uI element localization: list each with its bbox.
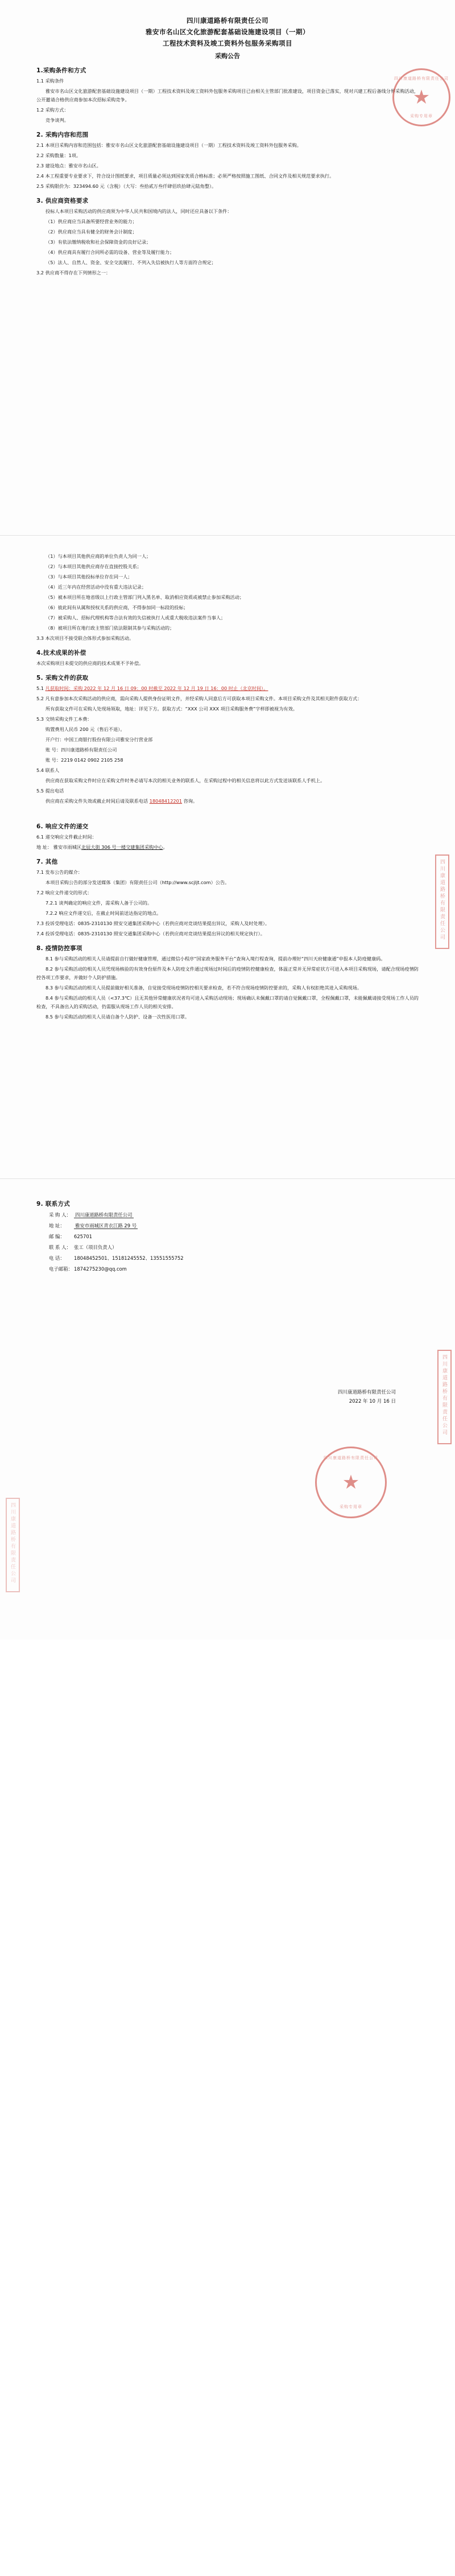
section-3-item: 3.2 供应商不得存在下列情形之一： <box>36 270 111 276</box>
section-2-heading: 2. 采购内容和范围 <box>36 132 89 138</box>
section-2-1: 2.1 本项目采购内容和范围包括：雅安市名山区文化旅游配套基础设施建设项目（一期）工程技术资料及竣工资料外包服务采购。 <box>36 142 301 148</box>
section-3-2-item: （2）与本项目其他供应商存在直接控股关系； <box>46 564 142 569</box>
section-5-3-account-name: 账 号：四川康道路桥有限责任公司 <box>46 747 117 753</box>
document-page-3 <box>0 1178 455 1640</box>
section-4-text: 本次采购项目未提交的供应商的技术成果不予补偿。 <box>36 660 144 666</box>
contact-row <box>49 1254 419 1263</box>
section-3-item: （3）有依法缴纳税收和社会保障资金的良好记录； <box>46 239 151 245</box>
section-2-5: 2.5 采购限价为：323494.60 元（含税）（大写：叁拾贰万叁仟肆佰玖拾肆元陆角整）。 <box>36 183 217 189</box>
contact-label: 电 话： <box>49 1255 65 1261</box>
company-round-seal <box>315 1447 387 1518</box>
title-line-3: 工程技术资料及竣工资料外包服务采购项目 <box>163 39 292 47</box>
contact-row <box>49 1221 419 1231</box>
section-8-5: 8.5 参与采购活动的相关人员请自备个人防护、设备一次性医用口罩。 <box>46 1014 190 1020</box>
section-1-1-text: 雅安市名山区文化旅游配套基础设施建设项目（一期）工程技术资料及竣工资料外包服务采购项目已由相关主管部门批准建设，项目资金已落实，现对兴建工程后备线分界采购活动，公开邀请合格供应商参加本次招标采购竞争。 <box>36 88 419 102</box>
section-3-2-item: （6）彼此间有从属和授权关系的供应商，不得参加同一标段的投标； <box>46 605 188 610</box>
contact-label: 邮 编： <box>49 1234 65 1239</box>
contact-value: 雅安市雨城区青衣江路 29 号 <box>75 1223 137 1229</box>
contact-label: 联 系 人： <box>49 1244 71 1250</box>
document-subtitle: 采购公告 <box>215 52 240 60</box>
section-6-address-value: 北辰大街 306 号一楼交建集团采购中心 <box>81 844 163 850</box>
company-rect-seal: 四川康道路桥有限责任公司 <box>437 1350 452 1444</box>
section-3-heading: 3. 供应商资格要求 <box>36 198 89 204</box>
section-2-3: 2.3 建设地点：雅安市名山区。 <box>36 163 101 169</box>
section-7-1-media: 本项目采购公告的部分发送媒体（集团）有限责任公司（http://www.scjljt.com）公告。 <box>46 880 230 885</box>
contact-label: 采 购 人： <box>49 1212 71 1218</box>
signature-date: 2022 年 10 月 16 日 <box>349 1399 396 1404</box>
section-5-5: 5.5 提出电话 <box>36 788 64 794</box>
section-2-2: 2.2 采购数量：1项。 <box>36 153 81 158</box>
section-4-heading: 4.技术成果的补偿 <box>36 650 86 656</box>
section-8-4: 8.4 参与采购活动的相关人员（<37.3℃）且无其他异常健康状况者均可进入采购活动现场；现场确认未佩戴口罩的请自觉佩戴口罩，全程佩戴口罩，未能佩戴请接受现场工作人员的检查，不具备出入的采购活动，仍需服从现场工作人员的相关安排。 <box>36 995 419 1009</box>
section-6-1: 6.1 递交响应文件截止时间： <box>36 834 97 840</box>
section-6-address-prefix: 雅安市雨城区 <box>53 844 81 850</box>
contact-value: 625701 <box>74 1234 92 1239</box>
contact-row <box>49 1264 419 1274</box>
section-5-5-text <box>36 797 419 806</box>
section-3-item: （1）供应商应当具备所要经营业务的能力； <box>46 219 137 224</box>
section-3-item: （4）供应商具有履行合同所必需的设备、营业等及履行能力； <box>46 249 175 255</box>
signature-company: 四川康道路桥有限责任公司 <box>337 1390 396 1395</box>
section-5-2-detail: 所有获取文件可在采购人处现场领取，地址：详见下方。获取方式：“XXX 公司 XXX 项目采购服务费”字样即被视为有效。 <box>46 706 297 712</box>
section-6-address <box>36 843 419 852</box>
document-title <box>36 15 419 49</box>
contact-value: 张工（项目负责人） <box>74 1244 117 1250</box>
section-1-2-label: 1.2 采购方式： <box>36 107 69 113</box>
section-5-3-bank: 开户行：中国工商银行股份有限公司雅安分行营业部 <box>46 737 153 742</box>
section-5-2: 5.2 凡有意参加本次采购活动的供应商，需向采购人提供身份证明文件，并经采购人同意后方可获取本项目采购文件。本项目采购文件及其相关附件获取方式： <box>36 696 362 701</box>
seal-text-bottom: 采购专用章 <box>410 114 433 118</box>
section-7-4: 7.4 投诉受理电话：0835-2310130 照安交通集团采购中心（若供应商对竞谈结果提出异议的相关规定执行）。 <box>36 931 265 936</box>
contact-row <box>49 1210 419 1220</box>
section-6-address-label: 地 址： <box>36 844 52 850</box>
section-5-1 <box>36 684 419 693</box>
contact-value: 四川康道路桥有限责任公司 <box>75 1212 133 1218</box>
seal-text-top: 四川康道路桥有限责任公司 <box>394 76 449 81</box>
document-page-1 <box>0 0 455 535</box>
section-1-heading: 1.采购条件和方式 <box>36 67 86 74</box>
section-2-4: 2.4 本工程重要专业要求下，符合设计图纸要求，项目质量必须达到国家优质合格标准；必须严格按照施工图纸、合同文件及相关规范要求执行。 <box>36 173 334 179</box>
section-7-1: 7.1 发布公告的媒介： <box>36 869 83 875</box>
section-1-2-text: 竞争谈判。 <box>46 117 69 123</box>
section-5-4-text: 供应商在获取采购文件时应在采购文件时务必请写本次的相关业务的联系人，在采购过程中的相关信息将以此方式发送该联系人手机上。 <box>46 778 325 783</box>
section-3-2-item: （7）被采购人、招标代理机构等合法有效的失信被执行人或重大税收违法案件当事人； <box>46 615 226 621</box>
seal-star-icon: ★ <box>342 1471 360 1494</box>
section-1-1-label: 1.1 采购条件 <box>36 78 64 84</box>
section-3-intro: 投标人本项目采购活动的供应商须为中华人民共和国境内的法人，同时还应具备以下条件： <box>46 208 232 214</box>
company-rect-seal: 四川康道路桥有限责任公司 <box>435 854 449 949</box>
contact-value: 1874275230@qq.com <box>74 1266 127 1272</box>
section-8-2: 8.2 参与采购活动的相关人员凭现场核验的有效身份原件及本人防疫文件通过现场过时间后的疫情防控健康检查，体温正常并无异常症状方可进入本项目采购现场，请配合现场疫情防控各项工作要求，并做好个人防护措施。 <box>36 966 419 980</box>
section-5-3-account-number: 账 号：2219 0142 0902 2105 258 <box>46 757 123 763</box>
document-page-2 <box>0 535 455 1178</box>
contact-row <box>49 1243 419 1252</box>
section-3-2-item: （4）近三年内在经营活动中没有重大违法记录； <box>46 584 147 590</box>
section-3-2-item: （1）与本项目其他供应商的单位负责人为同一人； <box>46 553 151 559</box>
signature-block <box>36 1388 419 1406</box>
contact-list <box>36 1210 419 1274</box>
seal-text-bottom: 采购专用章 <box>340 1505 362 1509</box>
section-6-address-suffix: 。 <box>163 844 168 850</box>
section-8-heading: 8. 疫情防控事项 <box>36 945 82 952</box>
section-3-2-item: （5）被本项目所在地省级以上行政主管部门列入黑名单、取消相应资质或被禁止参加采购活动； <box>46 594 245 600</box>
section-5-3: 5.3 交纳采购文件工本费： <box>36 716 92 722</box>
section-8-3: 8.3 参与采购活动的相关人员提前做好相关准备，自觉接受现场疫情防控相关要求检查，若不符合现场疫情防控要求的，采购人有权拒绝其进入采购现场。 <box>46 985 362 991</box>
section-7-2-1: 7.2.1 谈判确定的响应文件，需采购人备于公司的。 <box>46 900 152 906</box>
section-5-5-suffix: 咨询。 <box>183 798 198 804</box>
section-7-2: 7.2 响应文件递交的形式： <box>36 890 92 895</box>
section-3-item: （5）法人、自然人、资金、安全交流履行、不列入失信被执行人等方面符合规定； <box>46 260 216 265</box>
section-3-item: （2）供应商应当具有健全的财务会计制度； <box>46 229 137 235</box>
title-line-2: 雅安市名山区文化旅游配套基础设施建设项目（一期） <box>146 28 309 36</box>
section-3-3: 3.3 本次项目不接受联合体形式参加采购活动。 <box>36 635 134 641</box>
section-8-1: 8.1 参与采购活动的相关人员请提前自行做好健康管理，通过微信小程序“国家政务服务平台”查询入境行程查询，提前办理好“四川天府健康通”申报本人防疫健康码。 <box>46 956 386 962</box>
section-9-heading: 9. 联系方式 <box>36 1201 71 1207</box>
section-5-heading: 5. 采购文件的获取 <box>36 675 89 681</box>
section-5-5-phone: 18048412201 <box>149 798 183 804</box>
contact-value: 18048452501、15181245552、13551555752 <box>74 1255 184 1261</box>
company-rect-seal: 四川康道路桥有限责任公司 <box>6 1498 20 1592</box>
section-7-heading: 7. 其他 <box>36 858 58 865</box>
seal-star-icon: ★ <box>412 86 431 109</box>
section-7-3: 7.3 投诉受理电话：0835-2310130 照安交通集团采购中心（若供应商对竞谈结果提出异议，采购人及时处理）。 <box>36 921 270 926</box>
section-5-5-prefix: 供应商在采购文件失效或截止时间后请及联系电话 <box>46 798 148 804</box>
contact-label: 电子邮箱： <box>49 1266 73 1272</box>
section-5-3-fee: 购置费用人民币 200 元（售后不退）。 <box>46 726 125 732</box>
section-6-heading: 6. 响应文件的递交 <box>36 823 89 830</box>
section-5-4: 5.4 联系人 <box>36 767 60 773</box>
seal-text-top: 四川康道路桥有限责任公司 <box>324 1456 378 1460</box>
title-line-1: 四川康道路桥有限责任公司 <box>187 17 268 24</box>
section-5-1-prefix: 5.1 <box>36 685 44 691</box>
section-5-1-time: 凡获取时间：采购 2022 年 12 月 16 日 09：00 时截至 2022 年 12 月 19 日 16：00 时止（北京时间）。 <box>45 685 268 691</box>
section-3-2-item: （3）与本项目其他投标单位存在同一人； <box>46 574 133 580</box>
section-3-2-item: （8）被项目所在地行政主管部门依法限制其参与采购活动的； <box>46 625 175 631</box>
section-7-2-2: 7.2.2 响应文件递交后，在截止时间前送达指定的地点。 <box>46 910 162 916</box>
contact-row <box>49 1232 419 1242</box>
contact-label: 地 址： <box>49 1223 65 1229</box>
